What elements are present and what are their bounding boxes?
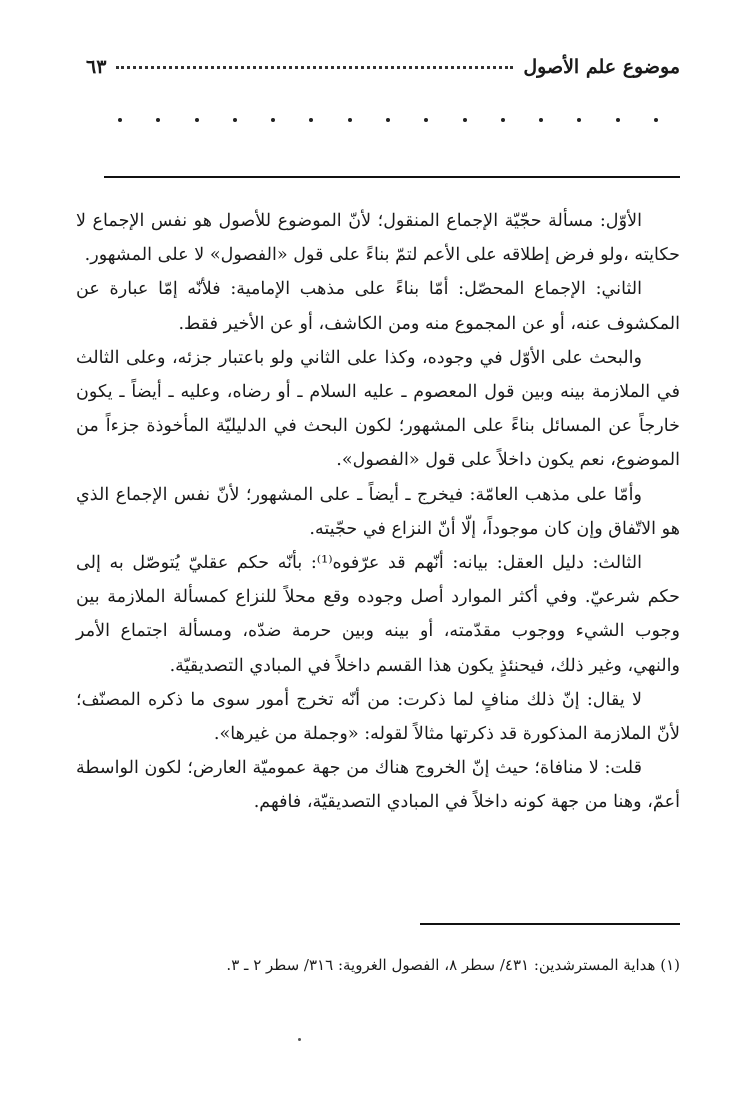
ornament-dot — [156, 118, 160, 122]
ornamental-dots — [118, 118, 658, 132]
main-text — [76, 204, 680, 820]
ornament-dot — [233, 118, 237, 122]
ornament-dot — [424, 118, 428, 122]
paragraph: قلت: لا منافاة؛ حيث إنّ الخروج هناك من جهة عموميّة العارض؛ لكون الواسطة أعمّ، وهنا من جهة كونه داخلاً في المبادي التصديقيّة، فافهم. — [76, 758, 680, 813]
ornament-dot — [271, 118, 275, 122]
paragraph: الأوّل: مسألة حجّيّة الإجماع المنقول؛ لأنّ الموضوع للأصول هو نفس الإجماع لا حكايته ،ولو فرض إطلاقه على الأعم لتمّ بناءً على قول «الفصول» لا على المشهور. — [76, 211, 680, 266]
paragraph: لا يقال: إنّ ذلك منافٍ لما ذكرت: من أنّه تخرج أمور سوى ما ذكره المصنّف؛ لأنّ الملازمة المذكورة قد ذكرتها مثالاً لقوله: «وجملة من غيرها». — [76, 689, 680, 745]
ornament-dot — [195, 118, 199, 122]
ornament-dot — [463, 118, 467, 122]
footnote: (١) هداية المسترشدين: ٤٣١/ سطر ٨، الفصول الغروية: ٣١٦/ سطر ٢ ـ ٣. — [226, 956, 680, 974]
paragraph: وأمّا على مذهب العامّة: فيخرج ـ أيضاً ـ على المشهور؛ لأنّ نفس الإجماع الذي هو الاتّفاق وإن كان موجوداً، إلّا أنّ النزاع في حجّيته. — [76, 484, 680, 539]
paragraph: الثاني: الإجماع المحصّل: أمّا بناءً على مذهب الإمامية: فلأنّه إمّا عبارة عن المكشوف عنه، أو عن المجموع منه ومن الكاشف، أو عن الأخير فقط. — [76, 279, 680, 334]
ornament-dot — [616, 118, 620, 122]
ornament-dot — [118, 118, 122, 122]
ornament-dot — [386, 118, 390, 122]
footnote-divider — [420, 923, 680, 925]
print-speck — [298, 1038, 301, 1041]
page-header — [86, 56, 680, 90]
ornament-dot — [501, 118, 505, 122]
running-title: موضوع علم الأصول — [523, 56, 680, 78]
ornament-dot — [539, 118, 543, 122]
ornament-dot — [654, 118, 658, 122]
ornament-dot — [309, 118, 313, 122]
header-divider — [104, 176, 680, 178]
ornament-dot — [577, 118, 581, 122]
dot-leader — [116, 66, 513, 69]
page-number: ٦٣ — [86, 56, 107, 78]
ornament-dot — [348, 118, 352, 122]
paragraph: والبحث على الأوّل في وجوده، وكذا على الثاني ولو باعتبار جزئه، وعلى الثالث في الملازمة بينه وبين قول المعصوم ـ عليه السلام ـ أو رضاه، وعليه ـ أيضاً ـ يكون خارجاً عن المسائل بناءً على المشهور؛ لكون البحث في الدليليّة المأخوذة جزءاً من الموضوع، نعم يكون داخلاً على قول «الفصول». — [76, 347, 680, 471]
paragraph: الثالث: دليل العقل: بيانه: أنّهم قد عرّفوه⁽¹⁾: بأنّه حكم عقليّ يُتوصّل به إلى حكم شرعيّ. وفي أكثر الموارد أصل وجوده وقع محلاً للنزاع كمسألة الملازمة بين وجوب الشيء ووجوب مقدّمته، أو بينه وبين حرمة ضدّه، ومسألة اجتماع الأمر والنهي، وغير ذلك، فيحنئذٍ يكون هذا القسم داخلاً في المبادي التصديقيّة. — [76, 553, 680, 676]
